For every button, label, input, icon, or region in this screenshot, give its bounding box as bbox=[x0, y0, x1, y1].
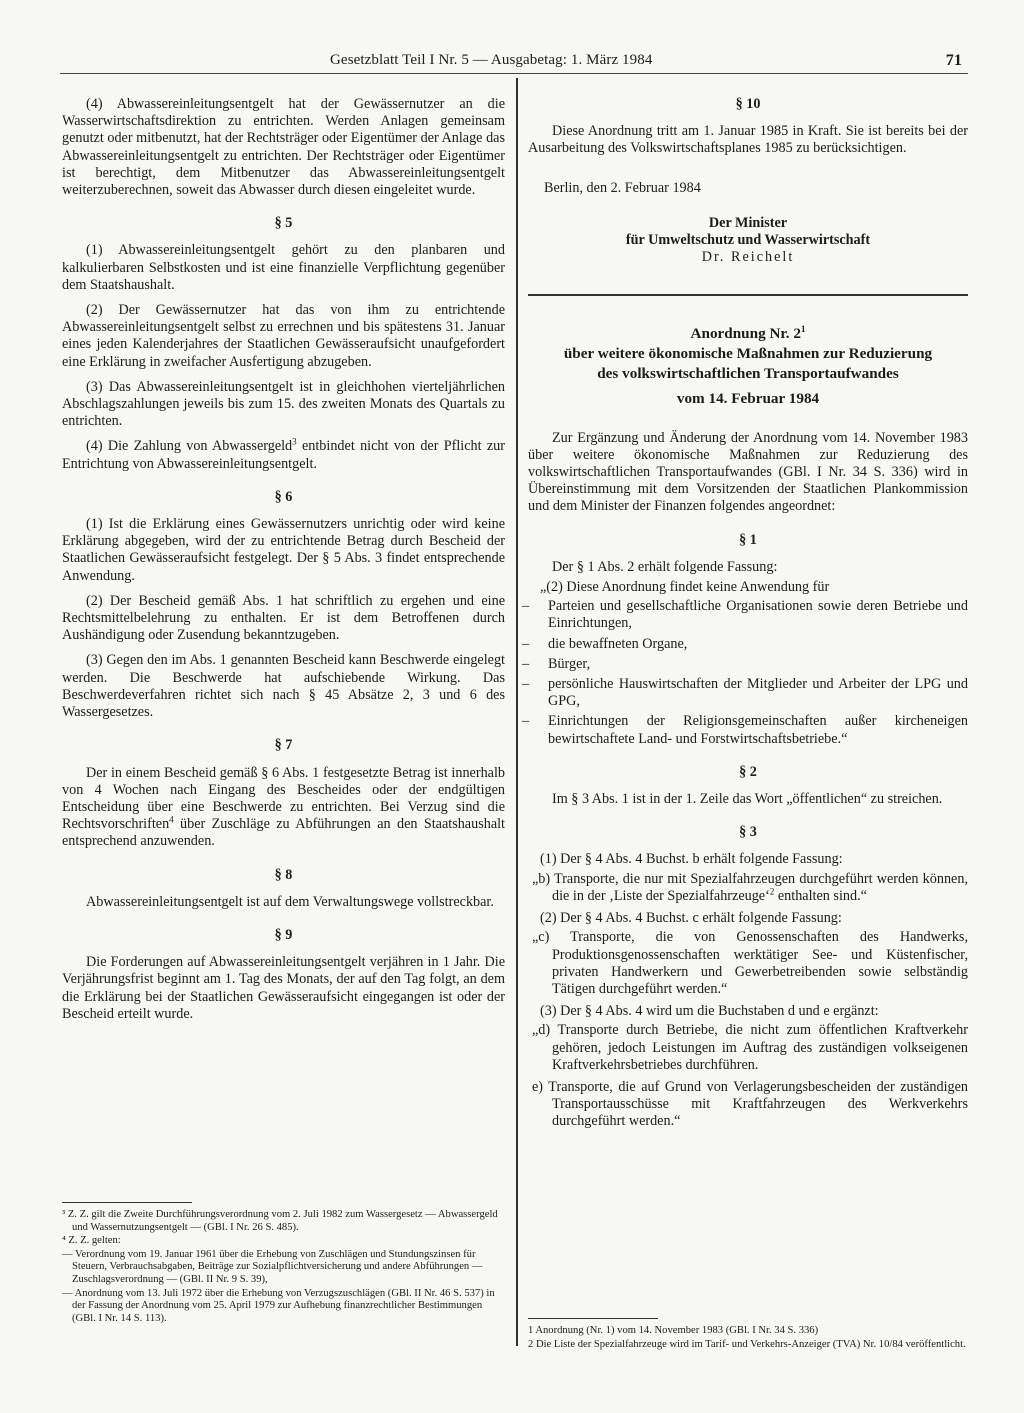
list-item-text: persönliche Hauswirtschaften der Mitglieder und Arbeiter der LPG und GPG, bbox=[548, 676, 968, 710]
order-section-2-heading: § 2 bbox=[739, 763, 757, 780]
left-column bbox=[62, 96, 505, 1031]
signature-ministry: für Umweltschutz und Wasserwirtschaft bbox=[625, 232, 871, 249]
paragraph-7-end: über Zuschläge zu Abführungen an den Staatshaushalt entsprechend anzuwenden. bbox=[62, 816, 505, 850]
list-item bbox=[522, 598, 968, 632]
footnotes-right bbox=[528, 1318, 968, 1352]
order-section-3-2-c: „c) Transporte, die von Genossenschaften des Handwerks, Produktionsgenossenschaften werktätiger See- und Küstenfischer, privaten Handwerkern und Gewerbetreibenden sowie selbständig Tätigen durchgeführt werden.“ bbox=[532, 929, 968, 997]
list-item bbox=[522, 713, 968, 747]
column-divider bbox=[516, 78, 518, 1346]
dash-marker: – bbox=[522, 676, 530, 693]
footnote-4-item: — Verordnung vom 19. Januar 1961 über die Erhebung von Zuschlägen und Stundungszinsen für Steuern, Verbrauchsabgaben, Beiträge zur Sozialpflichtversicherung und andere Abführungen — Zuschlagsverordnung — (GBl. II Nr. 9 S. 39), bbox=[62, 1248, 483, 1285]
footnote-2: 2 Die Liste der Spezialfahrzeuge wird im Tarif- und Verkehrs-Anzeiger (TVA) Nr. 10/84 veröffentlicht. bbox=[528, 1338, 966, 1350]
footnotes-left bbox=[62, 1202, 502, 1326]
list-item-text: Bürger, bbox=[548, 655, 591, 672]
order-section-3-3-e: e) Transporte, die auf Grund von Verlagerungsbescheiden der zuständigen Transportausschüsse mit Kraftfahrzeugen des Werkverkehrs durchgeführt werden.“ bbox=[532, 1078, 968, 1130]
order-section-3-3: (3) Der § 4 Abs. 4 wird um die Buchstaben d und e ergänzt: bbox=[540, 1003, 879, 1020]
section-7-heading: § 7 bbox=[274, 737, 293, 754]
header-rule bbox=[60, 73, 968, 74]
order-section-3-heading: § 3 bbox=[739, 824, 757, 841]
footnote-3: ³ Z. Z. gilt die Zweite Durchführungsverordnung vom 2. Juli 1982 zum Wassergesetz — Abwassergeld und Wassernutzungsentgelt — (GBl. I Nr. 26 S. 485). bbox=[62, 1209, 498, 1233]
dash-marker: – bbox=[522, 713, 530, 730]
list-item-text: Einrichtungen der Religionsgemeinschaften außer kircheneigen bewirtschaftete Land- und Forstwirtschaftsbetriebe.“ bbox=[548, 713, 968, 747]
right-column bbox=[522, 96, 968, 1136]
order-section-3-1: (1) Der § 4 Abs. 4 Buchst. b erhält folgende Fassung: bbox=[540, 851, 843, 868]
list-item-text: die bewaffneten Organe, bbox=[548, 635, 688, 652]
signature-date: Berlin, den 2. Februar 1984 bbox=[544, 179, 701, 196]
page-number: 71 bbox=[945, 52, 962, 69]
dash-marker: – bbox=[522, 635, 530, 652]
list-item-text: Parteien und gesellschaftliche Organisationen sowie deren Betriebe und Einrichtungen, bbox=[548, 598, 968, 632]
footnote-ref-1: 1 bbox=[800, 324, 806, 335]
footnote-rule bbox=[62, 1202, 192, 1203]
paragraph-5-4-end: entbindet nicht von der Pflicht zur Entrichtung von Abwassereinleitungsentgelt. bbox=[62, 438, 505, 472]
list-item bbox=[522, 676, 968, 710]
paragraph-5-3: (3) Das Abwassereinleitungsentgelt ist in gleichhohen vierteljährlichen Abschlagszahlungen jeweils bis zum 15. des zweiten Monats des Quartals zu entrichten. bbox=[62, 378, 505, 430]
section-8-heading: § 8 bbox=[274, 866, 293, 883]
footnote-rule bbox=[528, 1318, 658, 1319]
dash-marker: – bbox=[522, 598, 530, 615]
footnote-ref-2: 2 bbox=[769, 886, 775, 897]
paragraph-9: Die Forderungen auf Abwassereinleitungsentgelt verjähren in 1 Jahr. Die Verjährungsfrist beginnt am 1. Tag des Monats, der auf den Tag folgt, an dem die Erklärung bei der Staatlichen Gewässeraufsicht eingegangen ist oder der Bescheid erteilt wurde. bbox=[62, 954, 505, 1022]
list-item bbox=[522, 655, 968, 673]
section-separator bbox=[528, 294, 968, 296]
section-10-heading: § 10 bbox=[735, 96, 761, 112]
footnote-1: 1 Anordnung (Nr. 1) vom 14. November 1983 (GBl. I Nr. 34 S. 336) bbox=[528, 1325, 819, 1336]
header-title: Gesetzblatt Teil I Nr. 5 — Ausgabetag: 1. März 1984 bbox=[330, 52, 653, 68]
order-section-3-1-b bbox=[528, 871, 968, 905]
order-section-1-quote: „(2) Diese Anordnung findet keine Anwendung für bbox=[540, 579, 830, 596]
order-section-3-2: (2) Der § 4 Abs. 4 Buchst. c erhält folgende Fassung: bbox=[540, 910, 842, 927]
order-title-line-3: des volkswirtschaftlichen Transportaufwandes bbox=[597, 365, 899, 383]
paragraph-8: Abwassereinleitungsentgelt ist auf dem Verwaltungswege vollstreckbar. bbox=[86, 893, 494, 910]
order-title-line-2: über weitere ökonomische Maßnahmen zur Reduzierung bbox=[563, 345, 933, 363]
order-section-2-text: Im § 3 Abs. 1 ist in der 1. Zeile das Wort „öffentlichen“ zu streichen. bbox=[552, 791, 943, 808]
paragraph-10: Diese Anordnung tritt am 1. Januar 1985 in Kraft. Sie ist bereits bei der Ausarbeitung des Volkswirtschaftsplanes 1985 zu berücksichtigen. bbox=[528, 123, 968, 157]
dash-marker: – bbox=[522, 655, 530, 672]
paragraph-7 bbox=[62, 765, 505, 851]
order-intro: Zur Ergänzung und Änderung der Anordnung vom 14. November 1983 über weitere ökonomische Maßnahmen zur Reduzierung des volkswirtschaftlichen Transportaufwandes (GBl. I Nr. 34 S. 336) wird in Übereinstimmung mit dem Vorsitzenden der Staatlichen Plankommission und dem Minister der Finanzen folgendes angeordnet: bbox=[528, 429, 968, 515]
section-9-heading: § 9 bbox=[274, 926, 293, 943]
signature-title: Der Minister bbox=[708, 214, 788, 231]
paragraph-5-4-start: (4) Die Zahlung von Abwassergeld bbox=[86, 438, 293, 455]
paragraph-5-2: (2) Der Gewässernutzer hat das von ihm zu entrichtende Abwassereinleitungsentgelt selbst zu errechnen und bis spätestens 31. Januar eines jeden Kalenderjahres der Staatlichen Gewässeraufsicht unaufgefordert eine Erklärung in zweifacher Ausfertigung abzugeben. bbox=[62, 302, 505, 370]
order-title bbox=[528, 324, 968, 344]
paragraph-6-2: (2) Der Bescheid gemäß Abs. 1 hat schriftlich zu ergehen und eine Rechtsmittelbelehrung zu enthalten. Er ist dem Betroffenen durch Aushändigung oder Zusendung bekanntzugeben. bbox=[62, 592, 505, 644]
paragraph-7-start: Der in einem Bescheid gemäß § 6 Abs. 1 festgesetzte Betrag ist innerhalb von 4 Wochen nach Eingang des Bescheides oder der endgültigen Entscheidung über eine Beschwerde zu entrichten. Bei Verzug sind die Rechtsvorschriften bbox=[62, 764, 505, 833]
signature-name: Dr. Reichelt bbox=[701, 249, 795, 266]
order-section-3-3-d: „d) Transporte durch Betriebe, die nicht zum öffentlichen Kraftverkehr gehören, jedoch Leistungen im Auftrag des zuständigen volkseigenen Kraftverkehrsbetriebes durchführen. bbox=[532, 1022, 968, 1073]
paragraph-5-4 bbox=[62, 438, 505, 472]
order-date: vom 14. Februar 1984 bbox=[676, 390, 820, 408]
order-title-line-1: Anordnung Nr. 2 bbox=[690, 325, 801, 343]
order-section-3-1-b-start: „b) Transporte, die nur mit Spezialfahrzeugen durchgeführt werden können, die in der ‚Liste der Spezialfahrzeuge‘ bbox=[532, 870, 968, 904]
section-5-heading: § 5 bbox=[274, 215, 293, 232]
list-item bbox=[522, 635, 968, 653]
paragraph-6-3: (3) Gegen den im Abs. 1 genannten Bescheid kann Beschwerde eingelegt werden. Die Beschwerde hat aufschiebende Wirkung. Das Beschwerdeverfahren richtet sich nach § 45 Absätze 2, 3 und 6 des Wassergesetzes. bbox=[62, 652, 505, 721]
footnote-ref-4: 4 bbox=[169, 814, 174, 825]
order-section-3-1-b-end: enthalten sind.“ bbox=[774, 887, 867, 904]
paragraph-4-4: (4) Abwassereinleitungsentgelt hat der Gewässernutzer an die Wasserwirtschaftsdirektion zu entrichten. Werden Anlagen gemeinsam genutzt oder mitbenutzt, hat der Rechtsträger oder Eigentümer der Anlage das Abwassereinleitungsentgelt zu entrichten. Der Rechtsträger oder Eigentümer ist berechtigt, dem Mitbenutzer das Abwassereinleitungsentgelt weiterzuberechnen, soweit das Abwasser durch diesen eingeleitet wurde. bbox=[62, 96, 505, 199]
footnote-4-item: — Anordnung vom 13. Juli 1972 über die Erhebung von Verzugszuschlägen (GBl. II Nr. 46 S. 537) in der Fassung der Anordnung vom 25. April 1979 zur Aufhebung finanzrechtlicher Bestimmungen (GBl. I Nr. 14 S. 113). bbox=[62, 1287, 495, 1324]
paragraph-6-1: (1) Ist die Erklärung eines Gewässernutzers unrichtig oder wird keine Erklärung abgegeben, wird der zu entrichtende Betrag durch Bescheid der Staatlichen Gewässeraufsicht festgelegt. Der § 5 Abs. 3 findet entsprechende Anwendung. bbox=[62, 516, 505, 584]
section-6-heading: § 6 bbox=[274, 488, 293, 505]
order-section-1-heading: § 1 bbox=[739, 531, 757, 548]
footnote-4-heading: ⁴ Z. Z. gelten: bbox=[62, 1235, 121, 1247]
order-section-1-text: Der § 1 Abs. 2 erhält folgende Fassung: bbox=[552, 558, 778, 575]
footnote-ref-3: 3 bbox=[292, 436, 297, 447]
paragraph-5-1: (1) Abwassereinleitungsentgelt gehört zu den planbaren und kalkulierbaren Selbstkosten und ist eine finanzielle Verpflichtung gegenüber dem Staatshaushalt. bbox=[62, 242, 505, 293]
